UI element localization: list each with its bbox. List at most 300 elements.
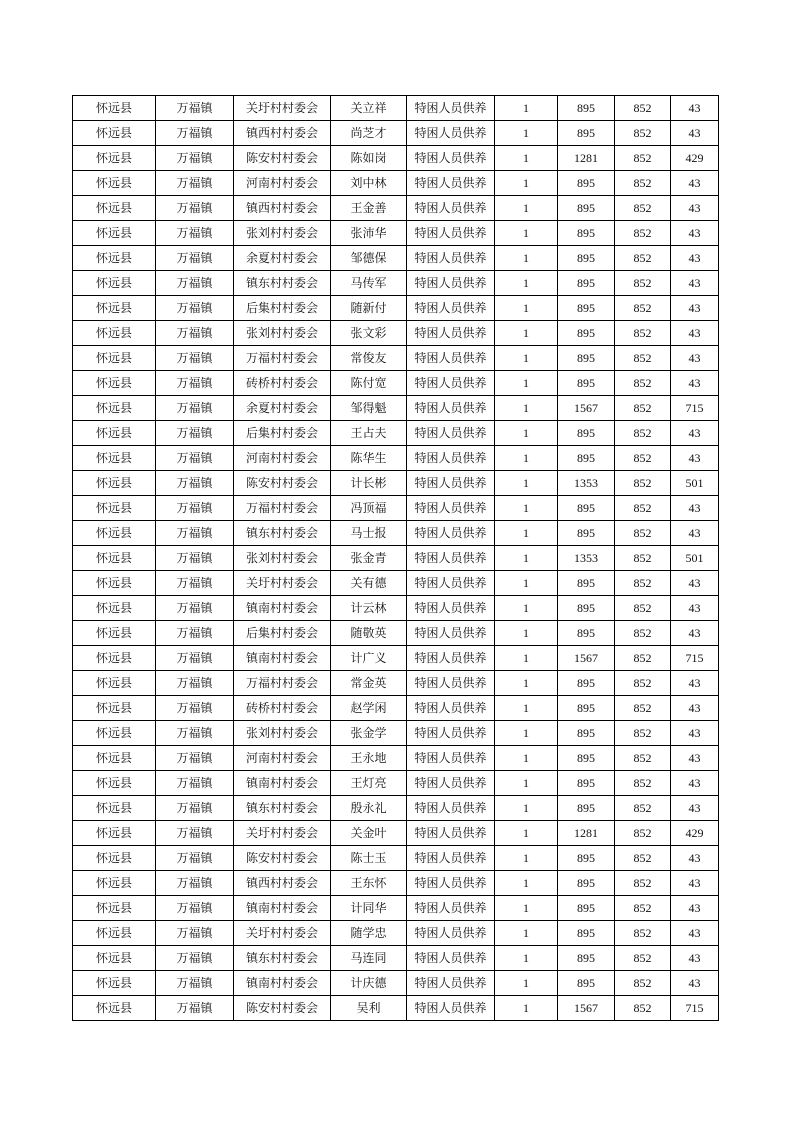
difference-cell: 43	[671, 746, 719, 771]
name-cell: 常金英	[331, 671, 407, 696]
category-cell: 特困人员供养	[407, 921, 495, 946]
amount-cell: 1353	[558, 546, 615, 571]
standard-cell: 852	[615, 971, 671, 996]
count-cell: 1	[495, 846, 558, 871]
amount-cell: 895	[558, 871, 615, 896]
table-row	[73, 621, 719, 646]
category-cell: 特困人员供养	[407, 96, 495, 121]
difference-cell: 43	[671, 121, 719, 146]
table-row	[73, 496, 719, 521]
amount-cell: 895	[558, 521, 615, 546]
category-cell: 特困人员供养	[407, 246, 495, 271]
category-cell: 特困人员供养	[407, 546, 495, 571]
difference-cell: 43	[671, 446, 719, 471]
difference-cell: 43	[671, 846, 719, 871]
village-cell: 关圩村村委会	[234, 96, 331, 121]
difference-cell: 43	[671, 671, 719, 696]
table-row	[73, 321, 719, 346]
town-cell: 万福镇	[156, 346, 234, 371]
town-cell: 万福镇	[156, 746, 234, 771]
village-cell: 砖桥村村委会	[234, 696, 331, 721]
county-cell: 怀远县	[73, 946, 156, 971]
standard-cell: 852	[615, 421, 671, 446]
village-cell: 张刘村村委会	[234, 546, 331, 571]
town-cell: 万福镇	[156, 821, 234, 846]
amount-cell: 895	[558, 421, 615, 446]
count-cell: 1	[495, 696, 558, 721]
table-row	[73, 921, 719, 946]
name-cell: 关金叶	[331, 821, 407, 846]
difference-cell: 43	[671, 221, 719, 246]
difference-cell: 43	[671, 721, 719, 746]
difference-cell: 43	[671, 196, 719, 221]
standard-cell: 852	[615, 96, 671, 121]
table-row	[73, 446, 719, 471]
county-cell: 怀远县	[73, 746, 156, 771]
count-cell: 1	[495, 446, 558, 471]
table-row	[73, 771, 719, 796]
category-cell: 特困人员供养	[407, 721, 495, 746]
amount-cell: 895	[558, 221, 615, 246]
town-cell: 万福镇	[156, 121, 234, 146]
amount-cell: 895	[558, 121, 615, 146]
standard-cell: 852	[615, 496, 671, 521]
standard-cell: 852	[615, 371, 671, 396]
name-cell: 马士报	[331, 521, 407, 546]
name-cell: 常俊友	[331, 346, 407, 371]
category-cell: 特困人员供养	[407, 646, 495, 671]
table-row	[73, 346, 719, 371]
county-cell: 怀远县	[73, 646, 156, 671]
difference-cell: 43	[671, 296, 719, 321]
standard-cell: 852	[615, 796, 671, 821]
town-cell: 万福镇	[156, 471, 234, 496]
town-cell: 万福镇	[156, 771, 234, 796]
county-cell: 怀远县	[73, 171, 156, 196]
table-row	[73, 521, 719, 546]
count-cell: 1	[495, 971, 558, 996]
town-cell: 万福镇	[156, 871, 234, 896]
count-cell: 1	[495, 746, 558, 771]
town-cell: 万福镇	[156, 646, 234, 671]
village-cell: 镇西村村委会	[234, 871, 331, 896]
count-cell: 1	[495, 221, 558, 246]
amount-cell: 895	[558, 671, 615, 696]
name-cell: 吴利	[331, 996, 407, 1021]
name-cell: 关立祥	[331, 96, 407, 121]
town-cell: 万福镇	[156, 546, 234, 571]
count-cell: 1	[495, 371, 558, 396]
count-cell: 1	[495, 646, 558, 671]
town-cell: 万福镇	[156, 246, 234, 271]
village-cell: 镇南村村委会	[234, 646, 331, 671]
village-cell: 张刘村村委会	[234, 321, 331, 346]
village-cell: 万福村村委会	[234, 346, 331, 371]
village-cell: 陈安村村委会	[234, 471, 331, 496]
county-cell: 怀远县	[73, 246, 156, 271]
county-cell: 怀远县	[73, 971, 156, 996]
name-cell: 尚芝才	[331, 121, 407, 146]
standard-cell: 852	[615, 346, 671, 371]
difference-cell: 501	[671, 471, 719, 496]
name-cell: 随新付	[331, 296, 407, 321]
difference-cell: 43	[671, 371, 719, 396]
category-cell: 特困人员供养	[407, 171, 495, 196]
category-cell: 特困人员供养	[407, 796, 495, 821]
count-cell: 1	[495, 271, 558, 296]
town-cell: 万福镇	[156, 321, 234, 346]
town-cell: 万福镇	[156, 846, 234, 871]
town-cell: 万福镇	[156, 146, 234, 171]
name-cell: 王东怀	[331, 871, 407, 896]
count-cell: 1	[495, 396, 558, 421]
standard-cell: 852	[615, 396, 671, 421]
difference-cell: 43	[671, 421, 719, 446]
standard-cell: 852	[615, 946, 671, 971]
category-cell: 特困人员供养	[407, 121, 495, 146]
town-cell: 万福镇	[156, 521, 234, 546]
count-cell: 1	[495, 196, 558, 221]
county-cell: 怀远县	[73, 321, 156, 346]
category-cell: 特困人员供养	[407, 471, 495, 496]
difference-cell: 429	[671, 821, 719, 846]
town-cell: 万福镇	[156, 721, 234, 746]
category-cell: 特困人员供养	[407, 421, 495, 446]
difference-cell: 43	[671, 496, 719, 521]
amount-cell: 1567	[558, 396, 615, 421]
village-cell: 河南村村委会	[234, 171, 331, 196]
village-cell: 万福村村委会	[234, 671, 331, 696]
count-cell: 1	[495, 521, 558, 546]
table-row	[73, 846, 719, 871]
category-cell: 特困人员供养	[407, 821, 495, 846]
difference-cell: 43	[671, 96, 719, 121]
amount-cell: 1567	[558, 646, 615, 671]
village-cell: 陈安村村委会	[234, 146, 331, 171]
table-row	[73, 996, 719, 1021]
standard-cell: 852	[615, 771, 671, 796]
table-row	[73, 671, 719, 696]
town-cell: 万福镇	[156, 996, 234, 1021]
county-cell: 怀远县	[73, 296, 156, 321]
amount-cell: 895	[558, 96, 615, 121]
count-cell: 1	[495, 571, 558, 596]
count-cell: 1	[495, 821, 558, 846]
amount-cell: 895	[558, 796, 615, 821]
name-cell: 计同华	[331, 896, 407, 921]
category-cell: 特困人员供养	[407, 521, 495, 546]
village-cell: 余夏村村委会	[234, 396, 331, 421]
village-cell: 后集村村委会	[234, 421, 331, 446]
county-cell: 怀远县	[73, 696, 156, 721]
county-cell: 怀远县	[73, 446, 156, 471]
count-cell: 1	[495, 246, 558, 271]
table-row	[73, 971, 719, 996]
category-cell: 特困人员供养	[407, 496, 495, 521]
town-cell: 万福镇	[156, 596, 234, 621]
county-cell: 怀远县	[73, 896, 156, 921]
name-cell: 王永地	[331, 746, 407, 771]
village-cell: 张刘村村委会	[234, 221, 331, 246]
difference-cell: 43	[671, 346, 719, 371]
table-row	[73, 746, 719, 771]
table-row	[73, 246, 719, 271]
village-cell: 镇南村村委会	[234, 896, 331, 921]
category-cell: 特困人员供养	[407, 771, 495, 796]
table-row	[73, 171, 719, 196]
amount-cell: 895	[558, 346, 615, 371]
town-cell: 万福镇	[156, 496, 234, 521]
count-cell: 1	[495, 146, 558, 171]
difference-cell: 43	[671, 946, 719, 971]
standard-cell: 852	[615, 846, 671, 871]
count-cell: 1	[495, 121, 558, 146]
village-cell: 镇东村村委会	[234, 271, 331, 296]
difference-cell: 43	[671, 871, 719, 896]
standard-cell: 852	[615, 646, 671, 671]
county-cell: 怀远县	[73, 871, 156, 896]
amount-cell: 895	[558, 271, 615, 296]
town-cell: 万福镇	[156, 446, 234, 471]
amount-cell: 1353	[558, 471, 615, 496]
table-row	[73, 471, 719, 496]
town-cell: 万福镇	[156, 696, 234, 721]
village-cell: 张刘村村委会	[234, 721, 331, 746]
name-cell: 王金善	[331, 196, 407, 221]
difference-cell: 501	[671, 546, 719, 571]
standard-cell: 852	[615, 896, 671, 921]
amount-cell: 895	[558, 246, 615, 271]
name-cell: 随学忠	[331, 921, 407, 946]
amount-cell: 1281	[558, 821, 615, 846]
category-cell: 特困人员供养	[407, 896, 495, 921]
standard-cell: 852	[615, 246, 671, 271]
difference-cell: 715	[671, 996, 719, 1021]
village-cell: 后集村村委会	[234, 296, 331, 321]
count-cell: 1	[495, 171, 558, 196]
count-cell: 1	[495, 496, 558, 521]
standard-cell: 852	[615, 921, 671, 946]
town-cell: 万福镇	[156, 946, 234, 971]
county-cell: 怀远县	[73, 521, 156, 546]
county-cell: 怀远县	[73, 496, 156, 521]
table-row	[73, 421, 719, 446]
town-cell: 万福镇	[156, 96, 234, 121]
standard-cell: 852	[615, 221, 671, 246]
difference-cell: 43	[671, 771, 719, 796]
village-cell: 镇西村村委会	[234, 196, 331, 221]
county-cell: 怀远县	[73, 546, 156, 571]
town-cell: 万福镇	[156, 221, 234, 246]
name-cell: 张沛华	[331, 221, 407, 246]
table-row	[73, 146, 719, 171]
village-cell: 河南村村委会	[234, 746, 331, 771]
count-cell: 1	[495, 996, 558, 1021]
category-cell: 特困人员供养	[407, 221, 495, 246]
table-row	[73, 371, 719, 396]
amount-cell: 895	[558, 196, 615, 221]
table-row	[73, 596, 719, 621]
name-cell: 殷永礼	[331, 796, 407, 821]
category-cell: 特困人员供养	[407, 271, 495, 296]
difference-cell: 43	[671, 971, 719, 996]
county-cell: 怀远县	[73, 596, 156, 621]
name-cell: 张金学	[331, 721, 407, 746]
standard-cell: 852	[615, 196, 671, 221]
town-cell: 万福镇	[156, 271, 234, 296]
table-row	[73, 571, 719, 596]
village-cell: 关圩村村委会	[234, 571, 331, 596]
count-cell: 1	[495, 621, 558, 646]
county-cell: 怀远县	[73, 96, 156, 121]
name-cell: 陈华生	[331, 446, 407, 471]
category-cell: 特困人员供养	[407, 996, 495, 1021]
table-row	[73, 721, 719, 746]
category-cell: 特困人员供养	[407, 346, 495, 371]
standard-cell: 852	[615, 446, 671, 471]
name-cell: 冯顶福	[331, 496, 407, 521]
village-cell: 镇东村村委会	[234, 946, 331, 971]
county-cell: 怀远县	[73, 471, 156, 496]
standard-cell: 852	[615, 596, 671, 621]
name-cell: 计长彬	[331, 471, 407, 496]
difference-cell: 43	[671, 921, 719, 946]
difference-cell: 43	[671, 571, 719, 596]
village-cell: 关圩村村委会	[234, 821, 331, 846]
table-row	[73, 796, 719, 821]
name-cell: 计庆德	[331, 971, 407, 996]
county-cell: 怀远县	[73, 221, 156, 246]
count-cell: 1	[495, 771, 558, 796]
amount-cell: 895	[558, 846, 615, 871]
county-cell: 怀远县	[73, 146, 156, 171]
count-cell: 1	[495, 346, 558, 371]
standard-cell: 852	[615, 746, 671, 771]
table-row	[73, 821, 719, 846]
count-cell: 1	[495, 471, 558, 496]
amount-cell: 895	[558, 721, 615, 746]
village-cell: 后集村村委会	[234, 621, 331, 646]
name-cell: 陈付宽	[331, 371, 407, 396]
count-cell: 1	[495, 721, 558, 746]
table-row	[73, 96, 719, 121]
standard-cell: 852	[615, 271, 671, 296]
amount-cell: 895	[558, 571, 615, 596]
standard-cell: 852	[615, 621, 671, 646]
amount-cell: 895	[558, 496, 615, 521]
village-cell: 镇南村村委会	[234, 971, 331, 996]
table-row	[73, 696, 719, 721]
difference-cell: 43	[671, 246, 719, 271]
table-row	[73, 296, 719, 321]
difference-cell: 43	[671, 621, 719, 646]
amount-cell: 895	[558, 921, 615, 946]
name-cell: 计广义	[331, 646, 407, 671]
category-cell: 特困人员供养	[407, 196, 495, 221]
category-cell: 特困人员供养	[407, 946, 495, 971]
count-cell: 1	[495, 946, 558, 971]
category-cell: 特困人员供养	[407, 396, 495, 421]
standard-cell: 852	[615, 996, 671, 1021]
count-cell: 1	[495, 871, 558, 896]
amount-cell: 895	[558, 696, 615, 721]
county-cell: 怀远县	[73, 796, 156, 821]
category-cell: 特困人员供养	[407, 146, 495, 171]
amount-cell: 1567	[558, 996, 615, 1021]
town-cell: 万福镇	[156, 671, 234, 696]
county-cell: 怀远县	[73, 996, 156, 1021]
name-cell: 计云林	[331, 596, 407, 621]
village-cell: 河南村村委会	[234, 446, 331, 471]
amount-cell: 895	[558, 596, 615, 621]
village-cell: 余夏村村委会	[234, 246, 331, 271]
name-cell: 陈如岗	[331, 146, 407, 171]
town-cell: 万福镇	[156, 196, 234, 221]
amount-cell: 895	[558, 771, 615, 796]
count-cell: 1	[495, 546, 558, 571]
county-cell: 怀远县	[73, 196, 156, 221]
relief-table	[72, 95, 719, 1021]
amount-cell: 1281	[558, 146, 615, 171]
count-cell: 1	[495, 671, 558, 696]
amount-cell: 895	[558, 621, 615, 646]
difference-cell: 43	[671, 896, 719, 921]
table-row	[73, 396, 719, 421]
difference-cell: 43	[671, 271, 719, 296]
name-cell: 邹德保	[331, 246, 407, 271]
category-cell: 特困人员供养	[407, 296, 495, 321]
county-cell: 怀远县	[73, 846, 156, 871]
county-cell: 怀远县	[73, 821, 156, 846]
table-row	[73, 121, 719, 146]
table-row	[73, 196, 719, 221]
town-cell: 万福镇	[156, 396, 234, 421]
table-row	[73, 546, 719, 571]
amount-cell: 895	[558, 171, 615, 196]
county-cell: 怀远县	[73, 621, 156, 646]
village-cell: 砖桥村村委会	[234, 371, 331, 396]
table-row	[73, 896, 719, 921]
amount-cell: 895	[558, 446, 615, 471]
name-cell: 陈士玉	[331, 846, 407, 871]
difference-cell: 43	[671, 796, 719, 821]
difference-cell: 43	[671, 321, 719, 346]
category-cell: 特困人员供养	[407, 696, 495, 721]
village-cell: 镇南村村委会	[234, 596, 331, 621]
name-cell: 张文彩	[331, 321, 407, 346]
county-cell: 怀远县	[73, 921, 156, 946]
county-cell: 怀远县	[73, 371, 156, 396]
county-cell: 怀远县	[73, 771, 156, 796]
standard-cell: 852	[615, 146, 671, 171]
county-cell: 怀远县	[73, 671, 156, 696]
town-cell: 万福镇	[156, 796, 234, 821]
standard-cell: 852	[615, 571, 671, 596]
count-cell: 1	[495, 921, 558, 946]
county-cell: 怀远县	[73, 571, 156, 596]
town-cell: 万福镇	[156, 421, 234, 446]
town-cell: 万福镇	[156, 296, 234, 321]
county-cell: 怀远县	[73, 721, 156, 746]
village-cell: 镇西村村委会	[234, 121, 331, 146]
count-cell: 1	[495, 96, 558, 121]
difference-cell: 715	[671, 646, 719, 671]
count-cell: 1	[495, 296, 558, 321]
category-cell: 特困人员供养	[407, 371, 495, 396]
amount-cell: 895	[558, 971, 615, 996]
category-cell: 特困人员供养	[407, 846, 495, 871]
amount-cell: 895	[558, 371, 615, 396]
